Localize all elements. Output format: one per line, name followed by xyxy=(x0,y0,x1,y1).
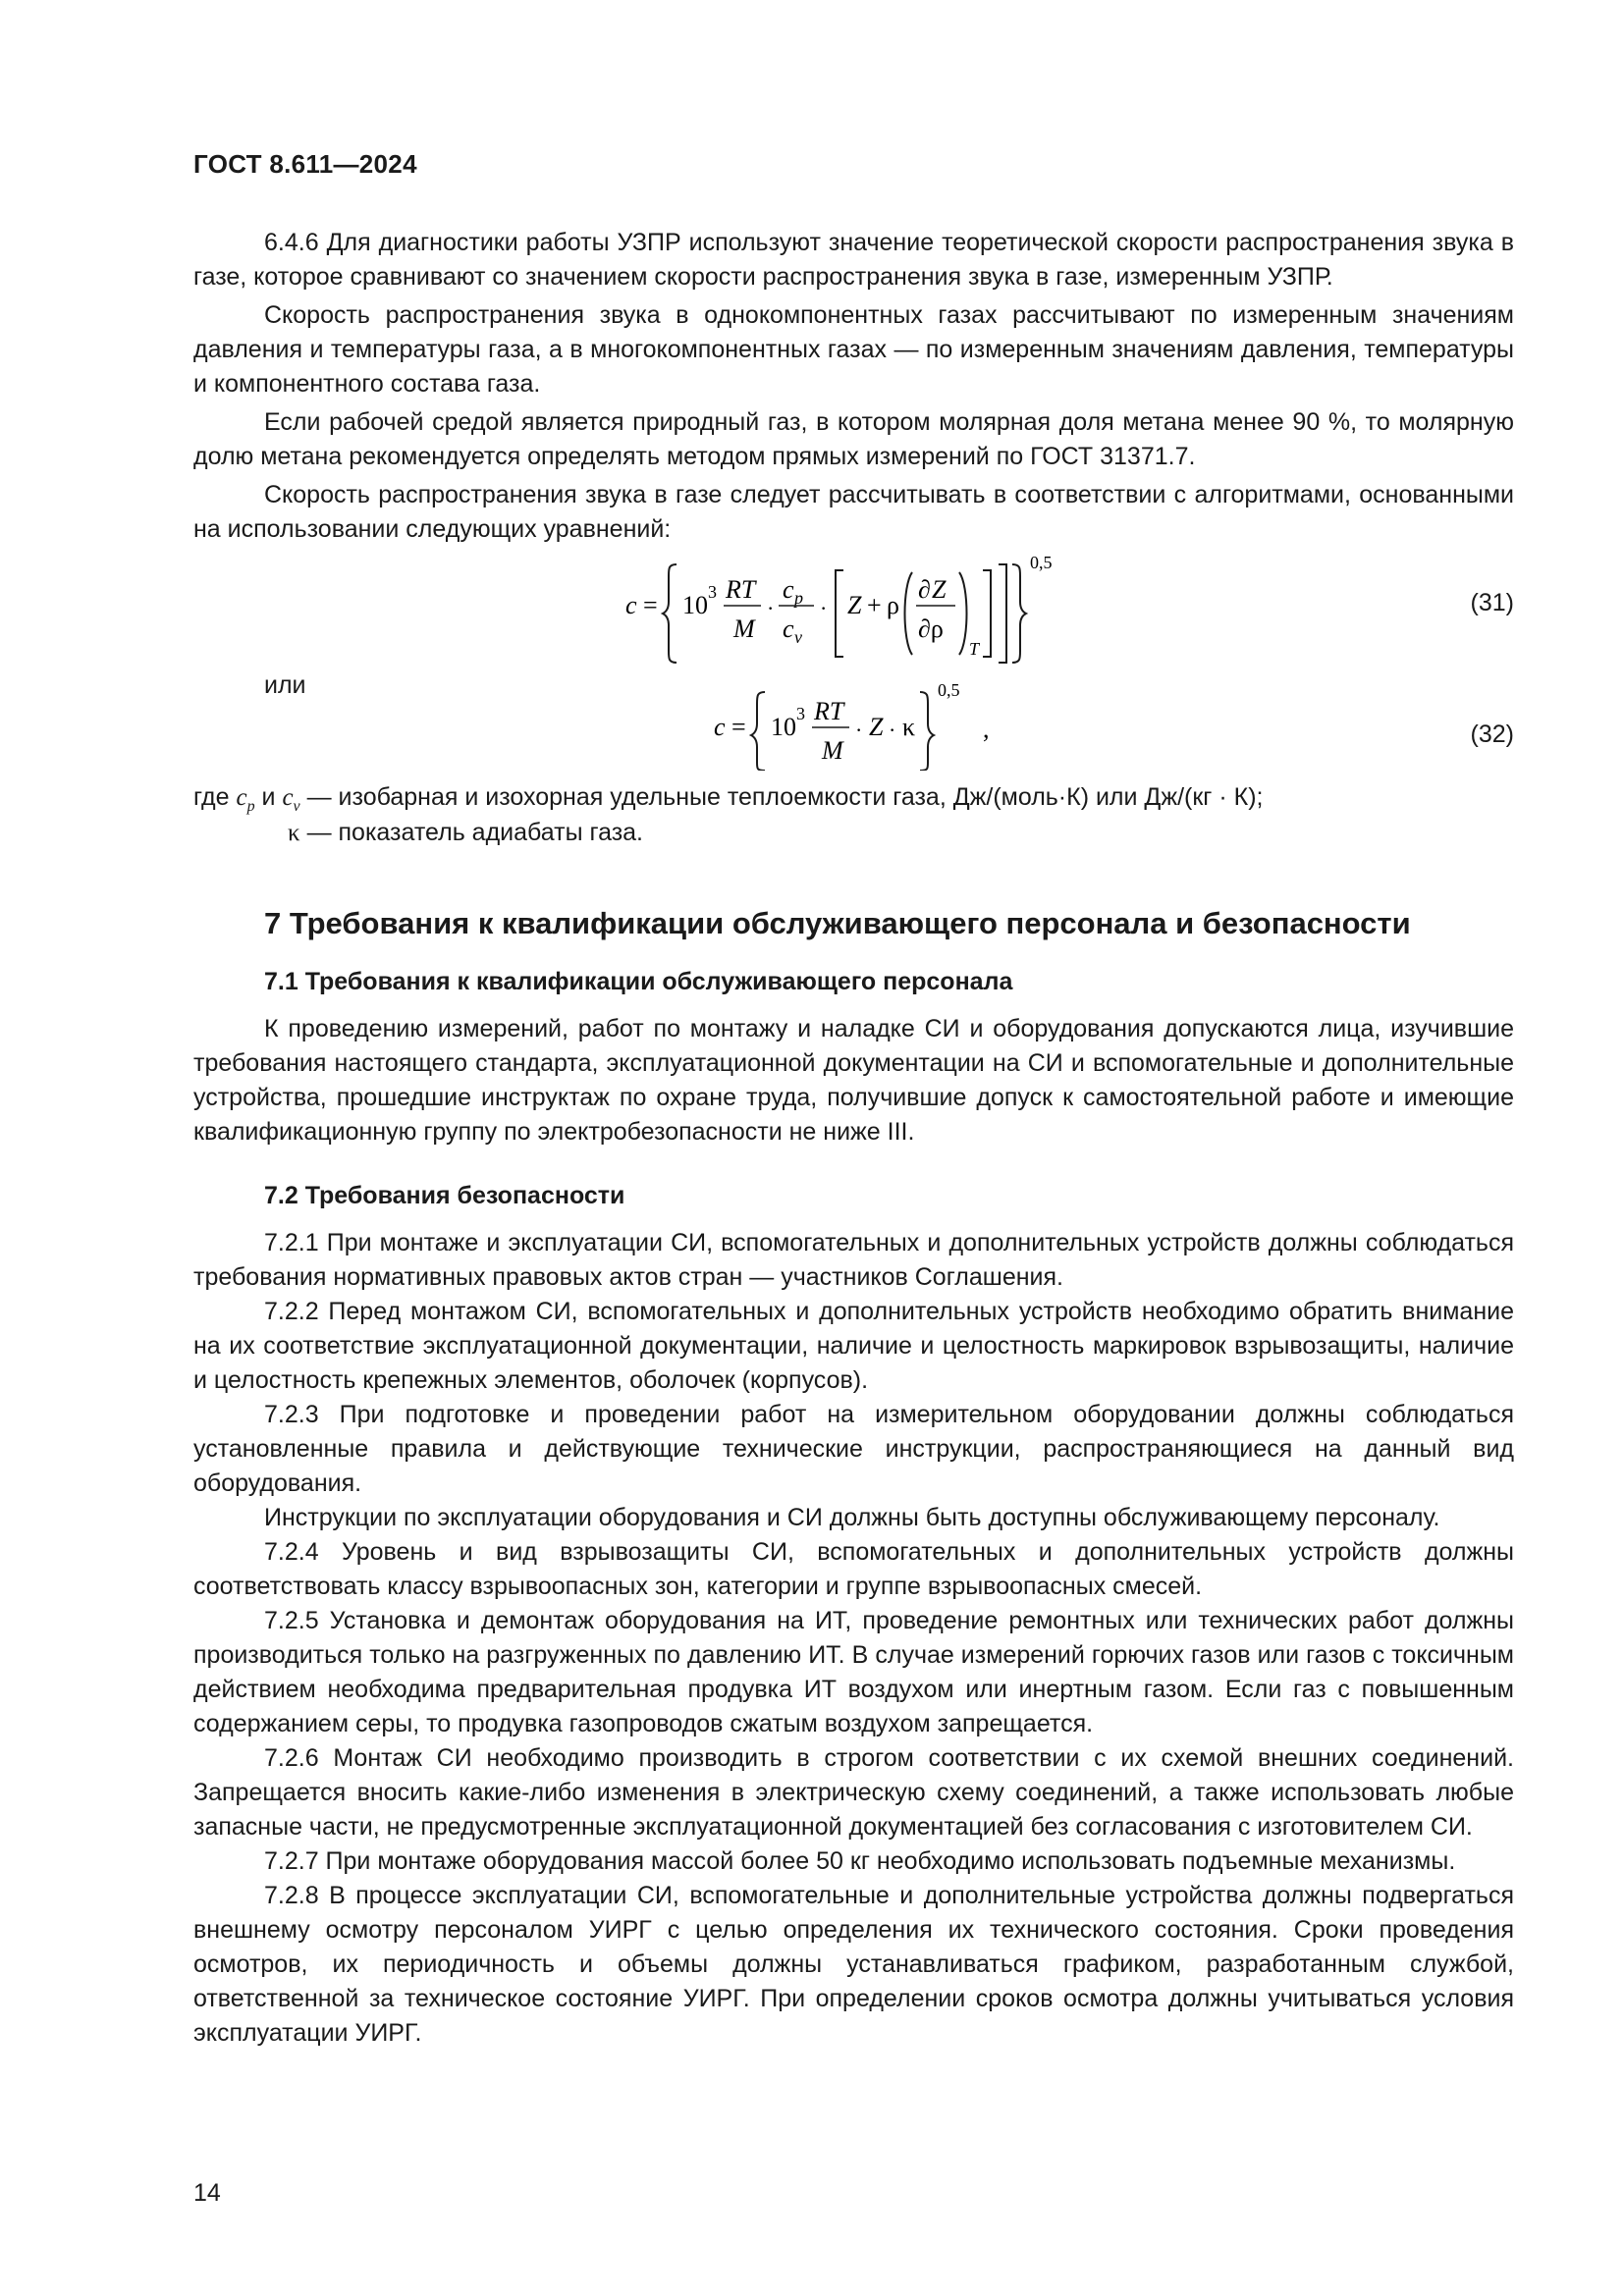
svg-text:c: c xyxy=(783,575,794,604)
svg-text:κ: κ xyxy=(902,713,916,741)
svg-text:Z: Z xyxy=(932,575,947,604)
svg-text:p: p xyxy=(794,588,803,608)
svg-text:3: 3 xyxy=(708,582,717,602)
svg-text:c: c xyxy=(714,713,726,741)
equation-32-number: (32) xyxy=(1470,721,1514,748)
equation-32 xyxy=(193,671,1514,771)
where-symbol-cp: $c_p$ xyxy=(236,784,255,815)
section-7-title: 7 Требования к квалификации обслуживающего персонала и безопасности xyxy=(264,906,1411,940)
page-number: 14 xyxy=(193,2179,221,2207)
where-symbol-kappa: κ xyxy=(288,820,300,846)
paragraph-methane-fraction: Если рабочей средой является природный газ, в котором молярная доля метана менее 90 %, то молярную долю метана рекомендуется определять методом прямых измерений по ГОСТ 31371.7. xyxy=(193,408,1514,470)
svg-text:=: = xyxy=(731,713,746,741)
svg-text:0,5: 0,5 xyxy=(938,680,960,700)
where-symbol-cv: $c_v$ xyxy=(282,784,300,815)
svg-text:v: v xyxy=(794,627,802,647)
paragraph-7-2-2: 7.2.2 Перед монтажом СИ, вспомогательных и дополнительных устройств необходимо обратить внимание на их соответствие эксплуатационной документации, наличие и целостность маркировок взрывозащиты, наличие и целостность крепежных элементов, оболочек (корпусов). xyxy=(193,1298,1514,1394)
paragraph-7-2-7: 7.2.7 При монтаже оборудования массой более 50 кг необходимо использовать подъемные механизмы. xyxy=(264,1847,1456,1875)
equation-31 xyxy=(193,547,1514,676)
svg-text:T: T xyxy=(969,639,980,659)
svg-text:10: 10 xyxy=(771,713,796,741)
svg-text:·: · xyxy=(767,596,775,620)
paragraph-7-2-4: 7.2.4 Уровень и вид взрывозащиты СИ, вспомогательных и дополнительных устройств должны соответствовать классу взрывоопасных зон, категории и группе взрывоопасных смесей. xyxy=(193,1538,1514,1600)
paragraph-7-2-1: 7.2.1 При монтаже и эксплуатации СИ, вспомогательных и дополнительных устройств должны соблюдаться требования нормативных правовых актов стран — участников Соглашения. xyxy=(193,1229,1514,1291)
svg-text:·: · xyxy=(889,718,896,742)
svg-text:ρ: ρ xyxy=(887,591,899,619)
paragraph-7-1: К проведению измерений, работ по монтажу и наладке СИ и оборудования допускаются лица, изучившие требования настоящего стандарта, эксплуатационной документации на СИ и вспомогательные и дополнительные устройства, прошедшие инструктаж по охране труда, получившие допуск к самостоятельной работе и имеющие квалификационную группу по электробезопасности не ниже III. xyxy=(193,1015,1514,1146)
svg-text:M: M xyxy=(822,736,843,765)
where-clause xyxy=(193,780,1514,857)
svg-text:Z: Z xyxy=(847,591,862,619)
svg-text:c: c xyxy=(783,614,794,643)
svg-text:RT: RT xyxy=(814,697,844,725)
svg-text:·: · xyxy=(820,596,828,620)
section-7-1-title: 7.1 Требования к квалификации обслуживающего персонала xyxy=(264,968,1013,995)
equation-32-formula xyxy=(714,676,1028,771)
document-body xyxy=(193,226,1514,2051)
paragraph-7-2-8: 7.2.8 В процессе эксплуатации СИ, вспомогательные и дополнительные устройства должны подвергаться внешнему осмотру персоналом УИРГ с целью определения их технического состояния. Сроки проведения осмотров, их периодичность и объемы должны устанавливаться графиком, разработанным службой, ответственной за техническое состояние УИРГ. При определении сроков осмотра должны учитываться условия эксплуатации УИРГ. xyxy=(193,1882,1514,2047)
paragraph-6-4-6: 6.4.6 Для диагностики работы УЗПР используют значение теоретической скорости распространения звука в газе, которое сравнивают со значением скорости распространения звука в газе, измеренным УЗПР. xyxy=(193,229,1514,291)
equation-31-number: (31) xyxy=(1470,589,1514,616)
svg-text:·: · xyxy=(855,718,863,742)
paragraph-7-2-6: 7.2.6 Монтаж СИ необходимо производить в строгом соответствии с их схемой внешних соединений. Запрещается вносить какие-либо изменения в электрическую схему соединений, а также использовать любые запасные части, не предусмотренные эксплуатационной документацией без согласования с изготовителем СИ. xyxy=(193,1744,1514,1841)
svg-text:∂ρ: ∂ρ xyxy=(918,614,944,643)
where-definition-kappa: — показатель адиабаты газа. xyxy=(306,819,644,846)
svg-text:M: M xyxy=(733,614,755,643)
svg-text:10: 10 xyxy=(682,591,708,619)
paragraph-7-2-3-instructions: Инструкции по эксплуатации оборудования и СИ должны быть доступны обслуживающему персоналу. xyxy=(264,1504,1440,1531)
equation-31-formula xyxy=(625,547,1097,676)
svg-text:∂: ∂ xyxy=(918,575,931,604)
svg-text:+: + xyxy=(867,591,882,619)
svg-text:Z: Z xyxy=(869,713,884,741)
where-definition-cp-cv: — изобарная и изохорная удельные теплоемкости газа, Дж/(моль·К) или Дж/(кг · К); xyxy=(306,783,1264,811)
svg-text:0,5: 0,5 xyxy=(1030,553,1053,572)
or-word: или xyxy=(264,671,306,699)
document-header: ГОСТ 8.611—2024 xyxy=(193,149,417,179)
where-prefix: где xyxy=(193,783,230,811)
paragraph-sound-speed-components: Скорость распространения звука в однокомпонентных газах рассчитывают по измеренным значениям давления и температуры газа, а в многокомпонентных газах — по измеренным значениям давления, температуры и компонентного состава газа. xyxy=(193,301,1514,398)
paragraph-algorithm-intro: Скорость распространения звука в газе следует рассчитывать в соответствии с алгоритмами, основанными на использовании следующих уравнений: xyxy=(193,481,1514,543)
svg-text:RT: RT xyxy=(726,575,756,604)
paragraph-7-2-5: 7.2.5 Установка и демонтаж оборудования на ИТ, проведение ремонтных или технических работ должны производиться только на разгруженных по давлению ИТ. В случае измерений горючих газов или газов с токсичным действием необходима предварительная продувка ИТ воздухом или инертным газом. Если газ с повышенным содержанием серы, то продувка газопроводов сжатым воздухом запрещается. xyxy=(193,1607,1514,1737)
svg-text:=: = xyxy=(643,591,658,619)
where-conjunction: и xyxy=(261,783,283,811)
svg-text:c: c xyxy=(625,591,637,619)
svg-text:3: 3 xyxy=(796,704,805,723)
section-7-2-title: 7.2 Требования безопасности xyxy=(264,1182,625,1209)
paragraph-7-2-3: 7.2.3 При подготовке и проведении работ на измерительном оборудовании должны соблюдаться установленные правила и действующие технические инструкции, распространяющиеся на данный вид оборудования. xyxy=(193,1401,1514,1497)
where-line-kappa xyxy=(288,816,643,850)
svg-text:,: , xyxy=(983,715,990,743)
